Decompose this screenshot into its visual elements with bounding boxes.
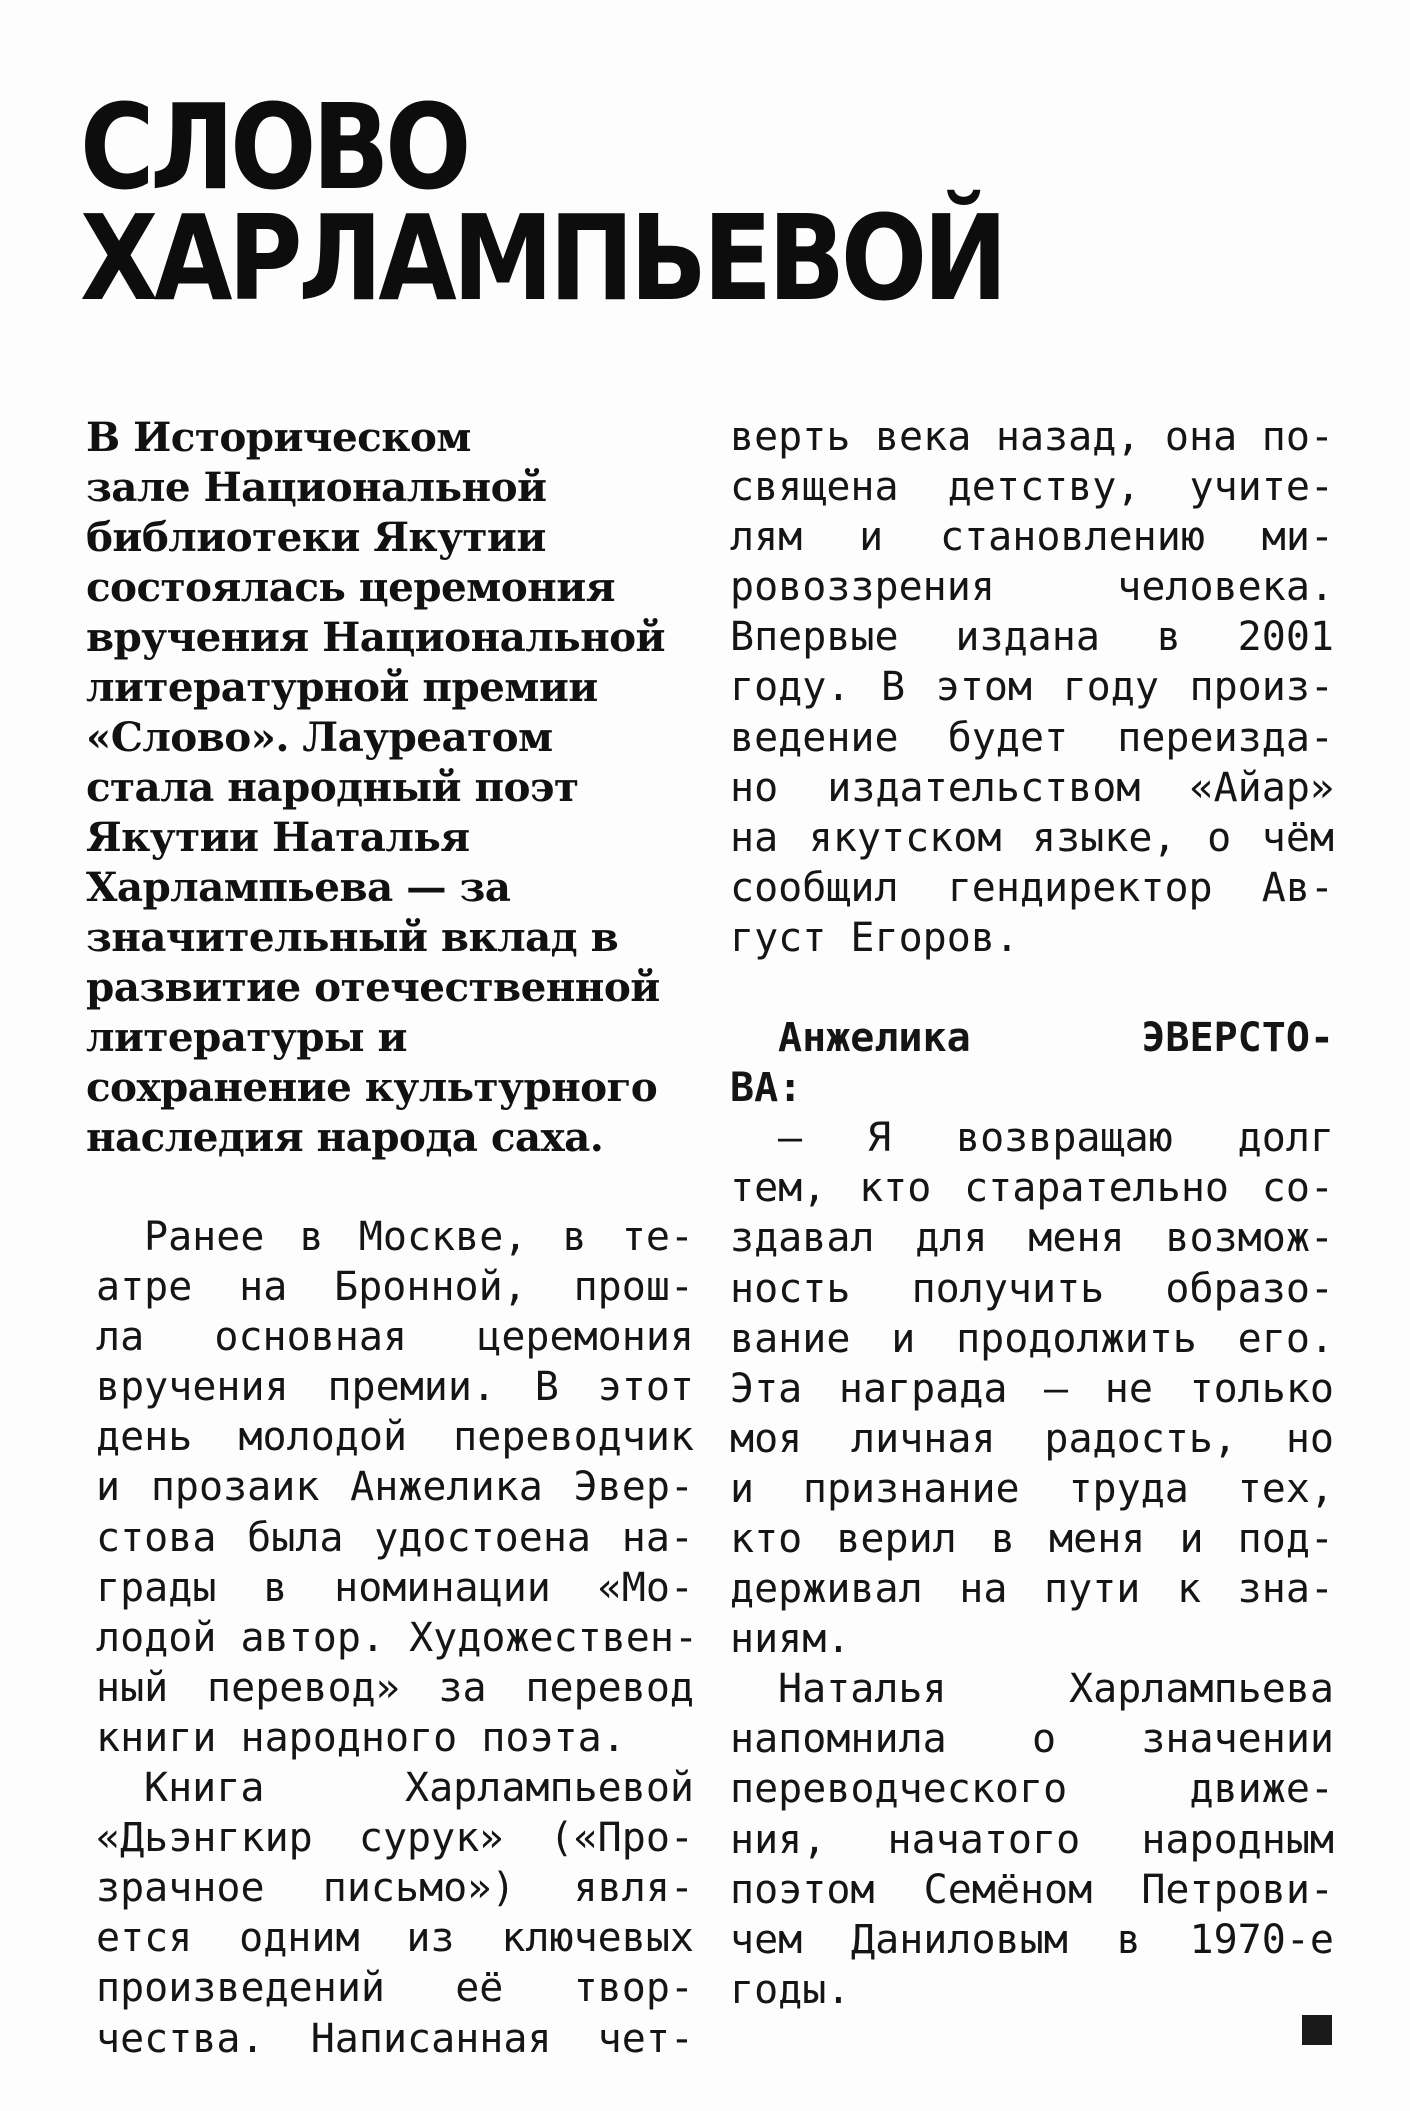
headline <box>80 78 1004 327</box>
quote-line: кто верил в меня и под- <box>730 1515 1334 1562</box>
quote-line: — Я возвращаю долг <box>778 1115 1334 1162</box>
body-line: поэтом Семёном Петрови- <box>730 1866 1334 1913</box>
body-line: лодой автор. Художествен- <box>96 1614 699 1661</box>
body-line: ровоззрения человека. <box>730 564 1334 611</box>
quote-line: здавал для меня возмож- <box>730 1215 1334 1262</box>
body-line: книги народного поэта. <box>96 1714 626 1761</box>
quote-line: тем, кто старательно со- <box>730 1165 1334 1212</box>
lead-line: библиотеки Якутии <box>86 513 546 561</box>
lead-line: состоялась церемония <box>86 563 615 611</box>
lead-line: «Слово». Лауреатом <box>86 713 553 761</box>
body-line: «Дьэнгкир сурук» («Про- <box>96 1815 694 1862</box>
body-line: ный перевод» за перевод <box>96 1664 694 1711</box>
body-line: чем Даниловым в 1970-е <box>730 1916 1334 1963</box>
lead-line: литературы и <box>86 1013 407 1061</box>
body-line: стова была удостоена на- <box>96 1514 694 1561</box>
body-line: годы. <box>730 1966 851 2013</box>
lead-paragraph <box>86 412 686 1162</box>
body-line: грады в номинации «Мо- <box>96 1564 694 1611</box>
body-line: напомнила о значении <box>730 1716 1334 1763</box>
body-column-right <box>730 412 1334 2015</box>
body-line: на якутском языке, о чём <box>730 814 1334 861</box>
lead-line: наследия народа саха. <box>86 1113 604 1161</box>
body-line: году. В этом году произ- <box>730 664 1334 711</box>
body-line: верть века назад, она по- <box>730 414 1334 460</box>
body-line: густ Егоров. <box>730 914 1019 961</box>
quote-line: ность получить образо- <box>730 1265 1334 1312</box>
lead-line: Харлампьева — за <box>86 863 511 911</box>
body-line: священа детству, учите- <box>730 464 1334 511</box>
body-line: вручения премии. В этот <box>96 1364 694 1411</box>
lead-line: сохранение культурного <box>86 1063 658 1111</box>
body-column-left <box>96 1212 699 2064</box>
speaker-line: ВА: <box>730 1065 803 1112</box>
body-line: день молодой переводчик <box>96 1414 694 1461</box>
lead-line: вручения Национальной <box>86 613 666 661</box>
body-line: и прозаик Анжелика Эвер- <box>96 1464 694 1511</box>
body-line: зрачное письмо») явля- <box>96 1865 694 1912</box>
quote-line: ниям. <box>730 1616 851 1663</box>
quote-line: держивал на пути к зна- <box>730 1566 1334 1613</box>
headline-line: ХАРЛАМПЬЕВОЙ <box>80 188 1004 327</box>
lead-line: литературной премии <box>86 663 598 711</box>
body-line: произведений её твор- <box>96 1965 694 2012</box>
quote-line: Эта награда — не только <box>730 1365 1334 1412</box>
end-of-article-mark <box>1302 2015 1332 2045</box>
body-line: Впервые издана в 2001 <box>730 614 1334 661</box>
lead-line: Якутии Наталья <box>86 813 470 861</box>
lead-line: развитие отечественной <box>86 963 660 1011</box>
lead-line: стала народный поэт <box>86 763 579 811</box>
body-line: чества. Написанная чет- <box>96 2015 694 2062</box>
body-line: атре на Бронной, прош- <box>96 1264 694 1311</box>
lead-line: значительный вклад в <box>86 913 619 961</box>
body-line: лям и становлению ми- <box>730 514 1334 561</box>
quote-line: моя личная радость, но <box>730 1415 1334 1462</box>
body-line: но издательством «Айар» <box>730 764 1334 811</box>
body-line: ведение будет переизда- <box>730 714 1334 761</box>
body-line: ла основная церемония <box>96 1314 694 1361</box>
quote-line: вание и продолжить его. <box>730 1315 1334 1362</box>
lead-line: зале Национальной <box>86 463 547 511</box>
body-line: сообщил гендиректор Ав- <box>730 864 1334 911</box>
body-line: ется одним из ключевых <box>96 1915 694 1962</box>
headline-line: СЛОВО <box>80 78 468 216</box>
body-line: ния, начатого народным <box>730 1816 1334 1863</box>
speaker-line: Анжелика ЭВЕРСТО- <box>778 1015 1334 1062</box>
body-line: Книга Харлампьевой <box>144 1765 694 1812</box>
body-line: Наталья Харлампьева <box>778 1666 1334 1713</box>
body-line: переводческого движе- <box>730 1766 1334 1813</box>
lead-line: В Историческом <box>86 413 471 461</box>
quote-line: и признание труда тех, <box>730 1465 1334 1512</box>
paragraph-gap <box>730 963 1334 1013</box>
body-line: Ранее в Москве, в те- <box>144 1214 694 1260</box>
